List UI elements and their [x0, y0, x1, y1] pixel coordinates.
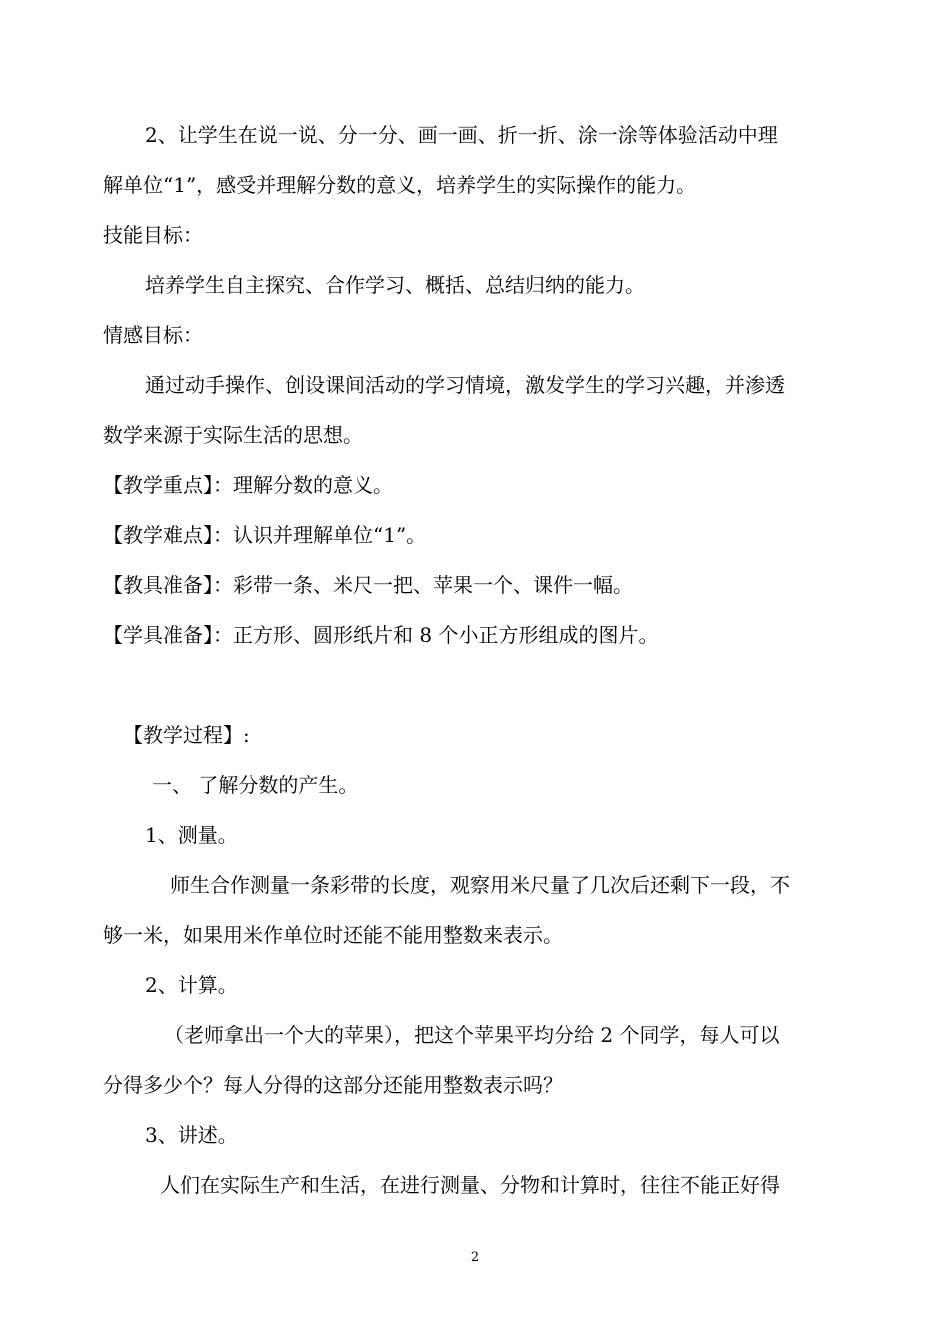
- teaching-difficulty: 【教学难点】：认识并理解单位“1”。: [103, 523, 427, 547]
- subsection-measure: 1、测量。: [145, 823, 238, 847]
- subsection-explain: 3、讲述。: [145, 1123, 238, 1147]
- paragraph-measure-line-2: 够一米，如果用米作单位时还能不能用整数来表示。: [103, 923, 563, 947]
- section-1-title: 一、 了解分数的产生。: [152, 773, 359, 797]
- teaching-aids: 【教具准备】：彩带一条、米尺一把、苹果一个、课件一幅。: [103, 573, 633, 597]
- paragraph-emotion-goals-line-1: 通过动手操作、创设课间活动的学习情境，激发学生的学习兴趣，并渗透: [145, 373, 785, 397]
- learning-aids: 【学具准备】：正方形、圆形纸片和 8 个小正方形组成的图片。: [103, 623, 659, 647]
- paragraph-skill-goals: 培养学生自主探究、合作学习、概括、总结归纳的能力。: [145, 273, 645, 297]
- paragraph-emotion-goals-line-2: 数学来源于实际生活的思想。: [103, 423, 363, 447]
- subsection-calculate: 2、计算。: [145, 973, 238, 997]
- heading-teaching-process: 【教学过程】:: [123, 723, 250, 747]
- paragraph-measure-line-1: 师生合作测量一条彩带的长度，观察用米尺量了几次后还剩下一段，不: [170, 873, 790, 897]
- teaching-key-point: 【教学重点】：理解分数的意义。: [103, 473, 393, 497]
- heading-skill-goals: 技能目标：: [103, 223, 203, 247]
- paragraph-goal-2-line-1: 2、让学生在说一说、分一分、画一画、折一折、涂一涂等体验活动中理: [145, 123, 778, 147]
- paragraph-goal-2-line-2: 解单位“1”，感受并理解分数的意义，培养学生的实际操作的能力。: [103, 173, 697, 197]
- page-number: 2: [470, 1250, 480, 1265]
- heading-emotion-goals: 情感目标：: [103, 323, 203, 347]
- paragraph-calculate-line-1: （老师拿出一个大的苹果），把这个苹果平均分给 2 个同学，每人可以: [164, 1023, 780, 1047]
- paragraph-explain-line-1: 人们在实际生产和生活，在进行测量、分物和计算时，往往不能正好得: [160, 1173, 780, 1197]
- paragraph-calculate-line-2: 分得多少个？每人分得的这部分还能用整数表示吗？: [103, 1073, 563, 1097]
